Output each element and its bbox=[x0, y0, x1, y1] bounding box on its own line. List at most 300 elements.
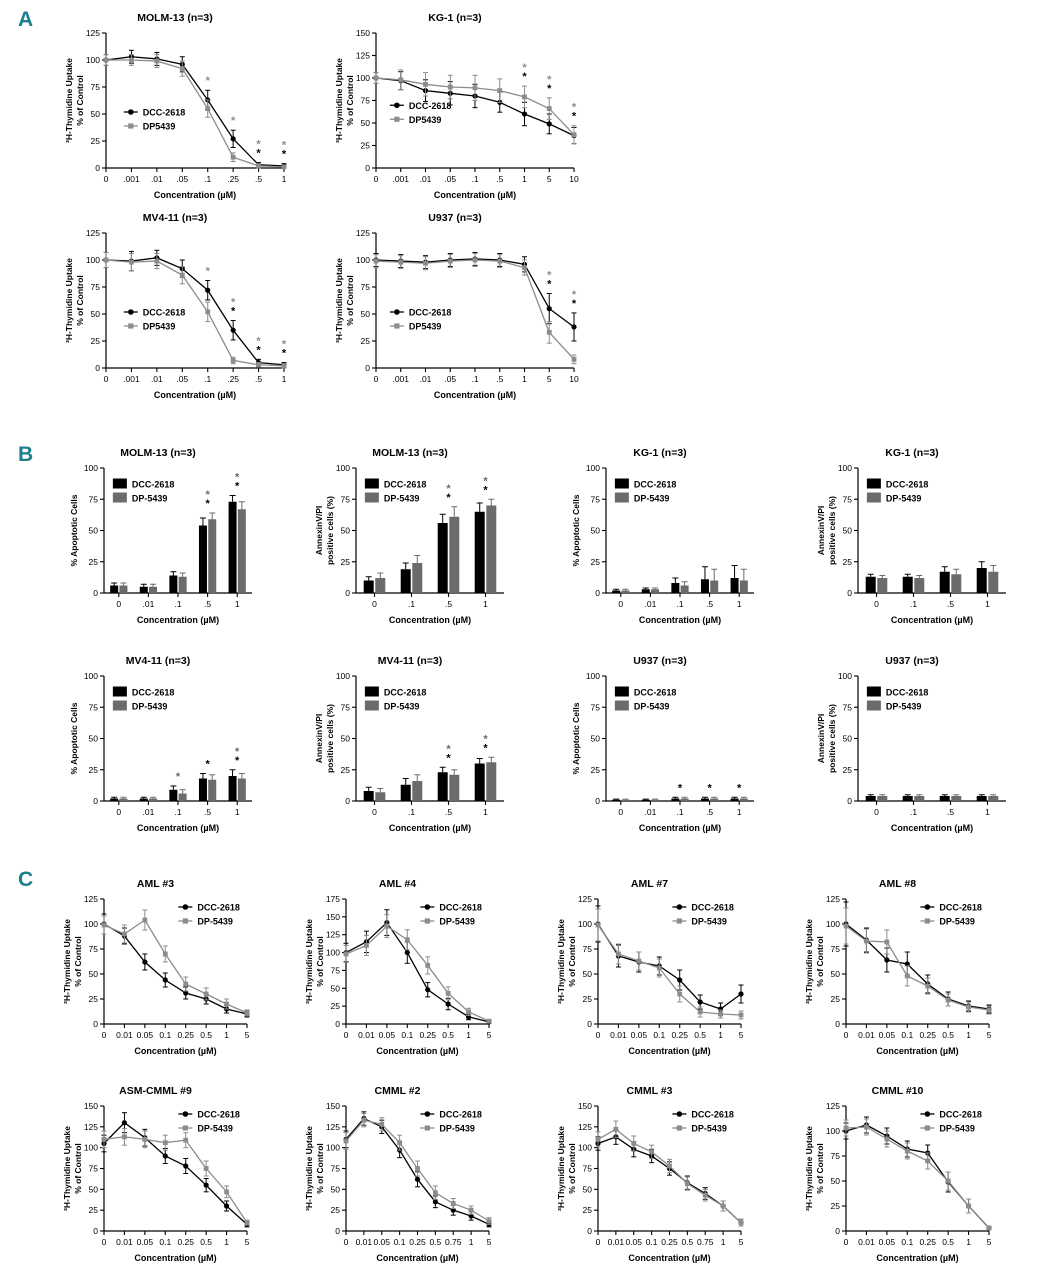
svg-text:100: 100 bbox=[585, 671, 600, 681]
x-axis-label: Concentration (µM) bbox=[628, 1046, 711, 1056]
svg-text:.1: .1 bbox=[471, 374, 479, 384]
significance-star: * bbox=[235, 480, 240, 493]
svg-text:DP-5439: DP-5439 bbox=[439, 1123, 475, 1134]
svg-text:0.25: 0.25 bbox=[177, 1237, 194, 1247]
svg-text:0.05: 0.05 bbox=[878, 1237, 896, 1247]
svg-text:75: 75 bbox=[360, 95, 370, 106]
svg-text:100: 100 bbox=[837, 463, 852, 473]
x-axis-label: Concentration (µM) bbox=[376, 1046, 459, 1056]
svg-text:DP-5439: DP-5439 bbox=[197, 1123, 233, 1134]
significance-star: * bbox=[175, 771, 181, 783]
svg-text:1: 1 bbox=[483, 599, 488, 609]
svg-text:25: 25 bbox=[330, 1205, 340, 1216]
plot-area bbox=[58, 460, 258, 635]
y-axis-label: ³H-Thymidine Uptake% of Control bbox=[64, 57, 85, 144]
svg-text:0.1: 0.1 bbox=[393, 1237, 406, 1247]
svg-text:.5: .5 bbox=[946, 807, 955, 817]
svg-text:0: 0 bbox=[843, 1237, 849, 1247]
svg-text:0: 0 bbox=[595, 796, 600, 806]
svg-text:1: 1 bbox=[468, 1237, 474, 1247]
chart-c5 bbox=[58, 1085, 253, 1273]
plot-area bbox=[800, 891, 995, 1066]
svg-text:50: 50 bbox=[842, 525, 852, 536]
svg-text:125: 125 bbox=[325, 1121, 340, 1132]
svg-text:DCC-2618: DCC-2618 bbox=[633, 687, 677, 698]
svg-text:50: 50 bbox=[88, 525, 98, 536]
svg-text:0.5: 0.5 bbox=[429, 1237, 442, 1247]
significance-star: * bbox=[483, 733, 488, 746]
svg-text:50: 50 bbox=[830, 969, 840, 979]
svg-text:0.1: 0.1 bbox=[653, 1030, 666, 1040]
legend bbox=[420, 1110, 482, 1134]
svg-text:75: 75 bbox=[90, 282, 100, 292]
svg-text:1: 1 bbox=[720, 1237, 726, 1247]
svg-text:0: 0 bbox=[95, 363, 100, 373]
legend bbox=[672, 903, 734, 927]
svg-text:0: 0 bbox=[116, 807, 122, 817]
svg-text:DP-5439: DP-5439 bbox=[885, 493, 922, 504]
svg-text:DP-5439: DP-5439 bbox=[939, 916, 975, 927]
svg-text:.5: .5 bbox=[255, 174, 263, 184]
svg-text:1: 1 bbox=[224, 1030, 229, 1040]
plot-area bbox=[812, 460, 1012, 635]
svg-text:.05: .05 bbox=[444, 174, 457, 184]
legend bbox=[178, 903, 240, 927]
svg-text:0.01: 0.01 bbox=[858, 1030, 875, 1040]
plot-area bbox=[552, 1098, 747, 1273]
svg-text:75: 75 bbox=[590, 702, 600, 713]
svg-text:0: 0 bbox=[345, 588, 350, 598]
significance-star: * bbox=[256, 138, 261, 151]
svg-text:5: 5 bbox=[546, 174, 552, 184]
svg-text:100: 100 bbox=[335, 463, 350, 473]
svg-text:0: 0 bbox=[343, 1030, 349, 1040]
chart-title: CMML #10 bbox=[871, 1085, 924, 1097]
svg-text:25: 25 bbox=[330, 1001, 340, 1012]
x-axis-label: Concentration (µM) bbox=[388, 823, 472, 833]
svg-text:.01: .01 bbox=[419, 174, 432, 184]
x-axis-label: Concentration (µM) bbox=[376, 1253, 459, 1263]
svg-text:DP-5439: DP-5439 bbox=[131, 493, 168, 504]
chart-title: KG-1 (n=3) bbox=[428, 12, 482, 24]
svg-text:25: 25 bbox=[88, 556, 98, 567]
svg-text:0: 0 bbox=[835, 1226, 840, 1236]
y-axis-label: ³H-Thymidine Uptake% of Control bbox=[304, 918, 325, 1005]
svg-text:0.25: 0.25 bbox=[661, 1237, 678, 1247]
svg-text:DP-5439: DP-5439 bbox=[885, 701, 922, 712]
svg-text:0: 0 bbox=[618, 807, 624, 817]
svg-text:75: 75 bbox=[88, 702, 98, 713]
svg-text:1: 1 bbox=[522, 374, 527, 384]
svg-text:.1: .1 bbox=[174, 807, 182, 817]
svg-text:100: 100 bbox=[355, 73, 370, 83]
svg-text:0: 0 bbox=[847, 588, 852, 598]
svg-text:75: 75 bbox=[88, 944, 98, 954]
svg-text:125: 125 bbox=[355, 50, 370, 61]
svg-text:.1: .1 bbox=[909, 599, 918, 609]
svg-text:0.05: 0.05 bbox=[630, 1030, 648, 1040]
svg-text:0.01: 0.01 bbox=[116, 1030, 133, 1040]
svg-text:0: 0 bbox=[372, 807, 377, 817]
svg-text:0: 0 bbox=[595, 588, 600, 598]
svg-text:25: 25 bbox=[830, 994, 840, 1004]
svg-text:DCC-2618: DCC-2618 bbox=[439, 902, 482, 913]
svg-text:75: 75 bbox=[582, 1163, 592, 1174]
chart-c8 bbox=[800, 1085, 995, 1273]
svg-text:.001: .001 bbox=[123, 374, 140, 384]
svg-text:100: 100 bbox=[825, 919, 840, 929]
significance-star: * bbox=[235, 745, 240, 758]
legend bbox=[920, 903, 982, 927]
significance-star: * bbox=[483, 475, 488, 488]
svg-text:50: 50 bbox=[90, 109, 100, 119]
svg-text:DCC-2618: DCC-2618 bbox=[408, 100, 452, 111]
plot-area bbox=[60, 225, 290, 410]
svg-text:0.1: 0.1 bbox=[901, 1030, 914, 1040]
significance-star: * bbox=[281, 139, 287, 152]
plot-area bbox=[560, 460, 760, 635]
svg-text:DP-5439: DP-5439 bbox=[383, 701, 420, 712]
significance-star: * bbox=[571, 110, 577, 123]
svg-text:10: 10 bbox=[569, 174, 579, 184]
x-axis-label: Concentration (µM) bbox=[134, 1046, 217, 1056]
svg-text:0.05: 0.05 bbox=[878, 1030, 896, 1040]
svg-text:.001: .001 bbox=[392, 374, 410, 384]
svg-text:1: 1 bbox=[281, 374, 287, 384]
svg-text:25: 25 bbox=[830, 1201, 840, 1211]
svg-text:.1: .1 bbox=[676, 599, 684, 609]
svg-text:.5: .5 bbox=[496, 374, 504, 384]
panel-letter-a: A bbox=[18, 8, 34, 31]
svg-text:25: 25 bbox=[590, 556, 600, 567]
svg-text:DP5439: DP5439 bbox=[408, 321, 442, 332]
svg-text:125: 125 bbox=[577, 1121, 592, 1132]
svg-text:.001: .001 bbox=[392, 174, 410, 184]
significance-star: * bbox=[522, 62, 527, 75]
svg-text:50: 50 bbox=[88, 733, 98, 744]
legend bbox=[920, 1110, 982, 1134]
svg-text:0: 0 bbox=[335, 1019, 340, 1029]
svg-text:50: 50 bbox=[330, 1184, 340, 1195]
svg-text:50: 50 bbox=[360, 309, 370, 319]
svg-text:DP-5439: DP-5439 bbox=[633, 701, 670, 712]
chart-b1 bbox=[58, 447, 258, 635]
svg-text:125: 125 bbox=[355, 228, 370, 238]
svg-text:0: 0 bbox=[372, 599, 377, 609]
svg-text:100: 100 bbox=[83, 919, 98, 929]
chart-c4 bbox=[800, 878, 995, 1066]
svg-text:1: 1 bbox=[718, 1030, 723, 1040]
svg-text:DCC-2618: DCC-2618 bbox=[383, 687, 427, 698]
svg-text:50: 50 bbox=[90, 309, 100, 319]
chart-c2 bbox=[300, 878, 495, 1066]
svg-text:25: 25 bbox=[340, 556, 350, 567]
svg-text:.5: .5 bbox=[496, 174, 504, 184]
svg-text:.5: .5 bbox=[255, 374, 263, 384]
svg-text:DCC-2618: DCC-2618 bbox=[131, 479, 175, 490]
svg-text:100: 100 bbox=[325, 1142, 340, 1153]
chart-title: CMML #3 bbox=[626, 1085, 673, 1097]
svg-text:75: 75 bbox=[330, 1163, 340, 1174]
svg-text:1: 1 bbox=[466, 1030, 471, 1040]
svg-text:150: 150 bbox=[325, 1101, 340, 1111]
panel-letter-c: C bbox=[18, 868, 34, 891]
plot-area bbox=[552, 891, 747, 1066]
svg-text:0.01: 0.01 bbox=[355, 1237, 373, 1247]
legend bbox=[178, 1110, 240, 1134]
significance-star: * bbox=[446, 743, 451, 756]
chart-a2 bbox=[330, 12, 580, 210]
svg-text:100: 100 bbox=[325, 947, 340, 958]
svg-text:.05: .05 bbox=[444, 374, 457, 384]
significance-star: * bbox=[256, 147, 261, 160]
svg-text:75: 75 bbox=[330, 965, 340, 976]
svg-text:1: 1 bbox=[483, 807, 488, 817]
svg-text:DCC-2618: DCC-2618 bbox=[885, 479, 929, 490]
legend bbox=[113, 479, 175, 504]
svg-text:.01: .01 bbox=[142, 807, 155, 817]
significance-star: * bbox=[547, 82, 552, 95]
chart-a1 bbox=[60, 12, 290, 210]
svg-text:125: 125 bbox=[83, 894, 98, 904]
chart-b7 bbox=[560, 655, 760, 843]
svg-text:0: 0 bbox=[595, 1237, 601, 1247]
svg-text:1: 1 bbox=[736, 599, 742, 609]
svg-text:50: 50 bbox=[830, 1176, 840, 1186]
svg-text:75: 75 bbox=[90, 82, 100, 92]
svg-text:0: 0 bbox=[365, 363, 370, 373]
svg-text:75: 75 bbox=[842, 702, 852, 713]
svg-text:25: 25 bbox=[88, 994, 98, 1004]
legend bbox=[615, 479, 677, 504]
svg-text:0: 0 bbox=[587, 1226, 592, 1236]
significance-star: * bbox=[205, 489, 210, 501]
svg-text:0.05: 0.05 bbox=[378, 1030, 396, 1040]
legend bbox=[365, 687, 427, 712]
svg-text:DCC-2618: DCC-2618 bbox=[131, 687, 175, 698]
svg-text:5: 5 bbox=[244, 1030, 250, 1040]
svg-text:75: 75 bbox=[830, 1151, 840, 1161]
chart-a3 bbox=[60, 212, 290, 410]
svg-text:50: 50 bbox=[330, 983, 340, 994]
significance-star: * bbox=[571, 288, 577, 301]
svg-text:0.25: 0.25 bbox=[919, 1030, 936, 1040]
y-axis-label: ³H-Thymidine Uptake% of Control bbox=[64, 257, 85, 344]
chart-c1 bbox=[58, 878, 253, 1066]
svg-text:DP-5439: DP-5439 bbox=[131, 701, 168, 712]
significance-star: * bbox=[235, 471, 240, 484]
legend bbox=[365, 479, 427, 504]
svg-text:50: 50 bbox=[88, 1184, 98, 1195]
svg-text:DCC-2618: DCC-2618 bbox=[939, 902, 982, 913]
svg-text:0: 0 bbox=[343, 1237, 349, 1247]
x-axis-label: Concentration (µM) bbox=[153, 390, 237, 400]
svg-text:DP-5439: DP-5439 bbox=[197, 916, 233, 927]
chart-title: AML #4 bbox=[378, 878, 417, 890]
svg-text:1: 1 bbox=[985, 807, 990, 817]
svg-text:0: 0 bbox=[116, 599, 122, 609]
svg-text:0: 0 bbox=[103, 374, 109, 384]
y-axis-label: % Apoptotic Cells bbox=[571, 494, 581, 567]
svg-text:0.25: 0.25 bbox=[419, 1030, 436, 1040]
svg-text:150: 150 bbox=[83, 1101, 98, 1111]
x-axis-label: Concentration (µM) bbox=[153, 190, 237, 200]
plot-area bbox=[310, 460, 510, 635]
svg-text:25: 25 bbox=[90, 136, 100, 146]
significance-star: * bbox=[256, 344, 261, 357]
svg-text:0: 0 bbox=[93, 1019, 98, 1029]
svg-text:.1: .1 bbox=[204, 174, 212, 184]
svg-text:125: 125 bbox=[825, 1101, 840, 1111]
svg-text:1: 1 bbox=[224, 1237, 229, 1247]
svg-text:25: 25 bbox=[360, 336, 370, 346]
svg-text:50: 50 bbox=[340, 733, 350, 744]
chart-title: AML #7 bbox=[630, 878, 669, 890]
svg-text:.1: .1 bbox=[407, 807, 416, 817]
significance-star: * bbox=[205, 265, 210, 278]
svg-text:150: 150 bbox=[325, 911, 340, 922]
svg-text:0.01: 0.01 bbox=[610, 1030, 627, 1040]
x-axis-label: Concentration (µM) bbox=[876, 1046, 959, 1056]
legend bbox=[672, 1110, 734, 1134]
y-axis-label: ³H-Thymidine Uptake% of Control bbox=[556, 918, 577, 1005]
svg-text:.01: .01 bbox=[644, 807, 657, 817]
y-axis-label: ³H-Thymidine Uptake% of Control bbox=[804, 1125, 825, 1212]
svg-text:0.5: 0.5 bbox=[942, 1237, 955, 1247]
chart-title: MOLM-13 (n=3) bbox=[137, 12, 213, 24]
svg-text:.01: .01 bbox=[142, 599, 155, 609]
legend bbox=[615, 687, 677, 712]
svg-text:.01: .01 bbox=[644, 599, 657, 609]
svg-text:50: 50 bbox=[842, 733, 852, 744]
x-axis-label: Concentration (µM) bbox=[876, 1253, 959, 1263]
y-axis-label: AnnexinV/PIpositive cells (%) bbox=[816, 704, 837, 773]
chart-c6 bbox=[300, 1085, 495, 1273]
x-axis-label: Concentration (µM) bbox=[628, 1253, 711, 1263]
svg-text:50: 50 bbox=[582, 1184, 592, 1195]
significance-star: * bbox=[547, 73, 552, 86]
svg-text:150: 150 bbox=[577, 1101, 592, 1111]
svg-text:0.5: 0.5 bbox=[694, 1030, 707, 1040]
svg-text:0: 0 bbox=[93, 588, 98, 598]
plot-area bbox=[58, 1098, 253, 1273]
svg-text:.5: .5 bbox=[204, 807, 212, 817]
significance-star: * bbox=[677, 782, 683, 795]
svg-text:50: 50 bbox=[340, 525, 350, 536]
svg-text:100: 100 bbox=[837, 671, 852, 681]
y-axis-label: AnnexinV/PIpositive cells (%) bbox=[314, 496, 335, 565]
svg-text:75: 75 bbox=[582, 944, 592, 954]
panel-letter-b: B bbox=[18, 443, 34, 466]
y-axis-label: % Apoptotic Cells bbox=[69, 702, 79, 775]
significance-star: * bbox=[281, 338, 287, 351]
significance-star: * bbox=[547, 269, 552, 282]
x-axis-label: Concentration (µM) bbox=[890, 823, 974, 833]
significance-star: * bbox=[231, 115, 236, 128]
svg-text:25: 25 bbox=[582, 994, 592, 1004]
svg-text:100: 100 bbox=[825, 1126, 840, 1136]
svg-text:0.25: 0.25 bbox=[177, 1030, 194, 1040]
chart-title: AML #3 bbox=[136, 878, 175, 890]
plot-area bbox=[60, 25, 290, 210]
significance-star: * bbox=[205, 758, 210, 771]
svg-text:5: 5 bbox=[738, 1237, 744, 1247]
svg-text:.001: .001 bbox=[123, 174, 140, 184]
chart-title: ASM-CMML #9 bbox=[119, 1085, 192, 1097]
svg-text:0.75: 0.75 bbox=[696, 1237, 714, 1247]
svg-text:DCC-2618: DCC-2618 bbox=[197, 1109, 240, 1120]
svg-text:1: 1 bbox=[281, 174, 287, 184]
svg-text:1: 1 bbox=[966, 1030, 971, 1040]
svg-text:1: 1 bbox=[736, 807, 742, 817]
svg-text:DP5439: DP5439 bbox=[142, 321, 176, 332]
significance-star: * bbox=[737, 782, 742, 795]
chart-c7 bbox=[552, 1085, 747, 1273]
svg-text:0.1: 0.1 bbox=[645, 1237, 658, 1247]
svg-text:DCC-2618: DCC-2618 bbox=[408, 307, 452, 318]
y-axis-label: AnnexinV/PIpositive cells (%) bbox=[816, 496, 837, 565]
svg-text:0: 0 bbox=[835, 1019, 840, 1029]
svg-text:75: 75 bbox=[340, 702, 350, 713]
svg-text:DCC-2618: DCC-2618 bbox=[439, 1109, 482, 1120]
svg-text:25: 25 bbox=[90, 336, 100, 346]
significance-star: * bbox=[707, 782, 712, 795]
svg-text:25: 25 bbox=[88, 1205, 98, 1216]
x-axis-label: Concentration (µM) bbox=[136, 823, 220, 833]
significance-star: * bbox=[522, 71, 527, 84]
svg-text:DP5439: DP5439 bbox=[408, 114, 442, 125]
x-axis-label: Concentration (µM) bbox=[638, 823, 722, 833]
chart-a4 bbox=[330, 212, 580, 410]
svg-text:5: 5 bbox=[986, 1030, 992, 1040]
svg-text:0.1: 0.1 bbox=[401, 1030, 414, 1040]
legend bbox=[124, 108, 186, 132]
svg-text:75: 75 bbox=[830, 944, 840, 954]
svg-text:.01: .01 bbox=[150, 174, 163, 184]
x-axis-label: Concentration (µM) bbox=[890, 615, 974, 625]
svg-text:DP-5439: DP-5439 bbox=[691, 916, 727, 927]
significance-star: * bbox=[446, 482, 451, 495]
svg-text:50: 50 bbox=[88, 969, 98, 979]
svg-text:0: 0 bbox=[373, 174, 379, 184]
y-axis-label: ³H-Thymidine Uptake% of Control bbox=[334, 57, 355, 144]
svg-text:.5: .5 bbox=[946, 599, 955, 609]
significance-star: * bbox=[205, 75, 210, 88]
svg-text:150: 150 bbox=[355, 28, 370, 38]
svg-text:.1: .1 bbox=[676, 807, 684, 817]
svg-text:125: 125 bbox=[83, 1121, 98, 1132]
svg-text:125: 125 bbox=[325, 929, 340, 940]
svg-text:5: 5 bbox=[738, 1030, 744, 1040]
svg-text:125: 125 bbox=[85, 28, 100, 38]
svg-text:.01: .01 bbox=[150, 374, 163, 384]
legend bbox=[390, 101, 452, 125]
significance-star: * bbox=[483, 484, 488, 497]
chart-b6 bbox=[310, 655, 510, 843]
svg-text:0: 0 bbox=[843, 1030, 849, 1040]
svg-text:25: 25 bbox=[842, 556, 852, 567]
svg-text:.1: .1 bbox=[909, 807, 918, 817]
svg-text:.05: .05 bbox=[176, 174, 189, 184]
svg-text:1: 1 bbox=[234, 807, 240, 817]
svg-text:1: 1 bbox=[985, 599, 990, 609]
legend bbox=[867, 687, 929, 712]
svg-text:50: 50 bbox=[590, 525, 600, 536]
svg-text:0: 0 bbox=[874, 807, 879, 817]
plot-area bbox=[300, 1098, 495, 1273]
svg-text:0: 0 bbox=[345, 796, 350, 806]
svg-text:100: 100 bbox=[355, 255, 370, 265]
